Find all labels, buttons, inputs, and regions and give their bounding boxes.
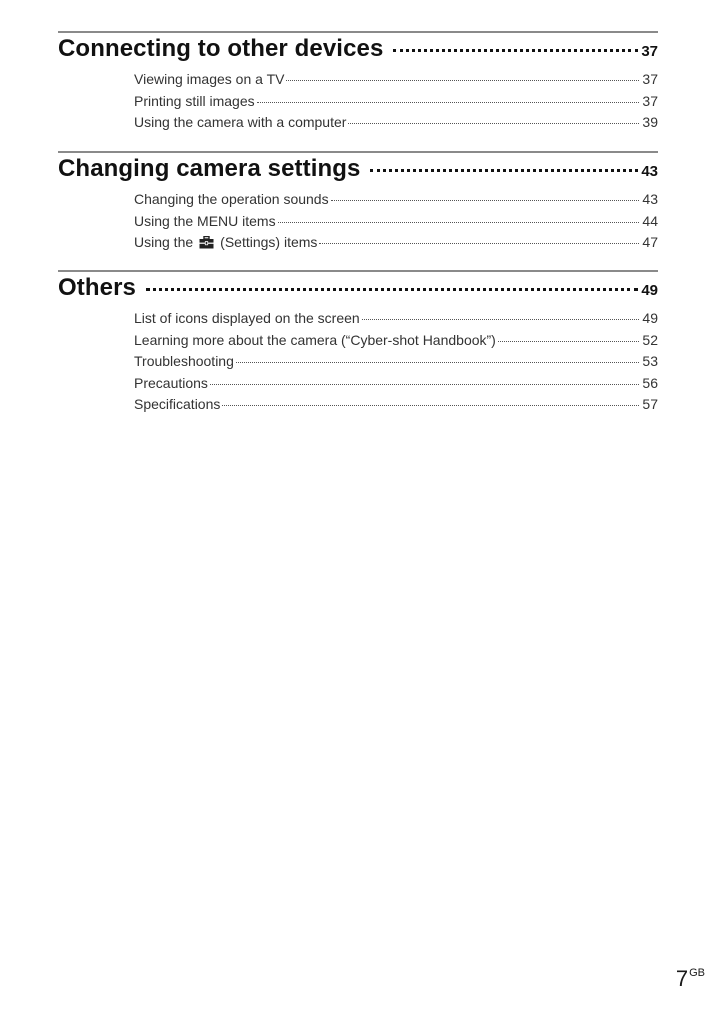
heading-page-number: 43 bbox=[641, 163, 658, 180]
entry-page-number: 37 bbox=[642, 92, 658, 109]
entry-label: Printing still images bbox=[134, 92, 255, 109]
toc-entry[interactable] bbox=[134, 332, 658, 354]
toc-entry[interactable] bbox=[134, 71, 658, 93]
entry-label: Changing the operation sounds bbox=[134, 191, 329, 207]
section-divider bbox=[58, 270, 658, 272]
entry-page-number: 44 bbox=[642, 212, 658, 229]
dot-leader bbox=[278, 222, 640, 223]
toc-section-camera-settings bbox=[58, 151, 658, 256]
entry-page-number: 39 bbox=[642, 114, 658, 130]
toc-entry[interactable] bbox=[134, 310, 658, 332]
entry-label: Viewing images on a TV bbox=[134, 71, 285, 87]
entry-page-number: 56 bbox=[642, 374, 658, 391]
section-divider bbox=[58, 151, 658, 153]
entry-page-number: 49 bbox=[642, 310, 658, 326]
toolbox-icon bbox=[199, 236, 214, 249]
entry-page-number: 37 bbox=[642, 71, 658, 87]
toc-entries bbox=[58, 71, 658, 136]
toc-heading[interactable] bbox=[58, 274, 658, 304]
heading-page-number: 49 bbox=[641, 282, 658, 299]
entry-page-number: 53 bbox=[642, 353, 658, 369]
toc-entries bbox=[58, 310, 658, 418]
heading-title: Others bbox=[58, 274, 136, 301]
toc-entry[interactable] bbox=[134, 213, 658, 235]
toc-entry[interactable] bbox=[134, 191, 658, 213]
entry-label: Precautions bbox=[134, 374, 208, 391]
dot-leader bbox=[222, 405, 639, 406]
toc-heading[interactable] bbox=[58, 155, 658, 185]
toc-entry[interactable] bbox=[134, 353, 658, 375]
section-divider bbox=[58, 31, 658, 33]
dot-leader bbox=[236, 362, 640, 363]
entry-page-number: 47 bbox=[642, 234, 658, 250]
entry-label: Specifications bbox=[134, 396, 221, 412]
dot-leader bbox=[331, 200, 640, 201]
toc-heading[interactable] bbox=[58, 35, 658, 65]
entry-page-number: 43 bbox=[642, 191, 658, 207]
page-number-value: 7 bbox=[675, 966, 689, 991]
toc-entry[interactable] bbox=[134, 93, 658, 115]
dot-leader bbox=[348, 123, 639, 124]
toc-section-connecting bbox=[58, 31, 658, 136]
dot-leader bbox=[393, 49, 638, 52]
entry-label-prefix: Using the bbox=[134, 234, 194, 250]
dot-leader bbox=[498, 341, 640, 342]
entry-page-number: 57 bbox=[642, 396, 658, 412]
heading-page-number: 37 bbox=[641, 43, 658, 60]
entry-label: Learning more about the camera (“Cyber-shot Handbook”) bbox=[134, 331, 496, 348]
toc-entries bbox=[58, 191, 658, 256]
toc-entry[interactable] bbox=[134, 375, 658, 397]
heading-title: Changing camera settings bbox=[58, 155, 361, 182]
dot-leader bbox=[319, 243, 639, 244]
entry-page-number: 52 bbox=[642, 331, 658, 348]
dot-leader bbox=[286, 80, 639, 81]
heading-title: Connecting to other devices bbox=[58, 35, 384, 62]
dot-leader bbox=[146, 288, 638, 291]
dot-leader bbox=[370, 169, 638, 172]
toc-entry[interactable] bbox=[134, 114, 658, 136]
dot-leader bbox=[210, 384, 639, 385]
page-number-suffix: GB bbox=[689, 967, 705, 979]
entry-label bbox=[134, 234, 317, 250]
entry-label: Using the camera with a computer bbox=[134, 114, 347, 130]
toc-entry[interactable] bbox=[134, 396, 658, 418]
dot-leader bbox=[257, 102, 640, 103]
entry-label-suffix: (Settings) items bbox=[220, 234, 318, 250]
entry-label: List of icons displayed on the screen bbox=[134, 310, 360, 326]
page-number bbox=[676, 966, 705, 992]
dot-leader bbox=[362, 319, 640, 320]
toc-section-others bbox=[58, 270, 658, 418]
entry-label: Troubleshooting bbox=[134, 353, 234, 369]
entry-label: Using the MENU items bbox=[134, 212, 276, 229]
toc-entry[interactable] bbox=[134, 234, 658, 256]
